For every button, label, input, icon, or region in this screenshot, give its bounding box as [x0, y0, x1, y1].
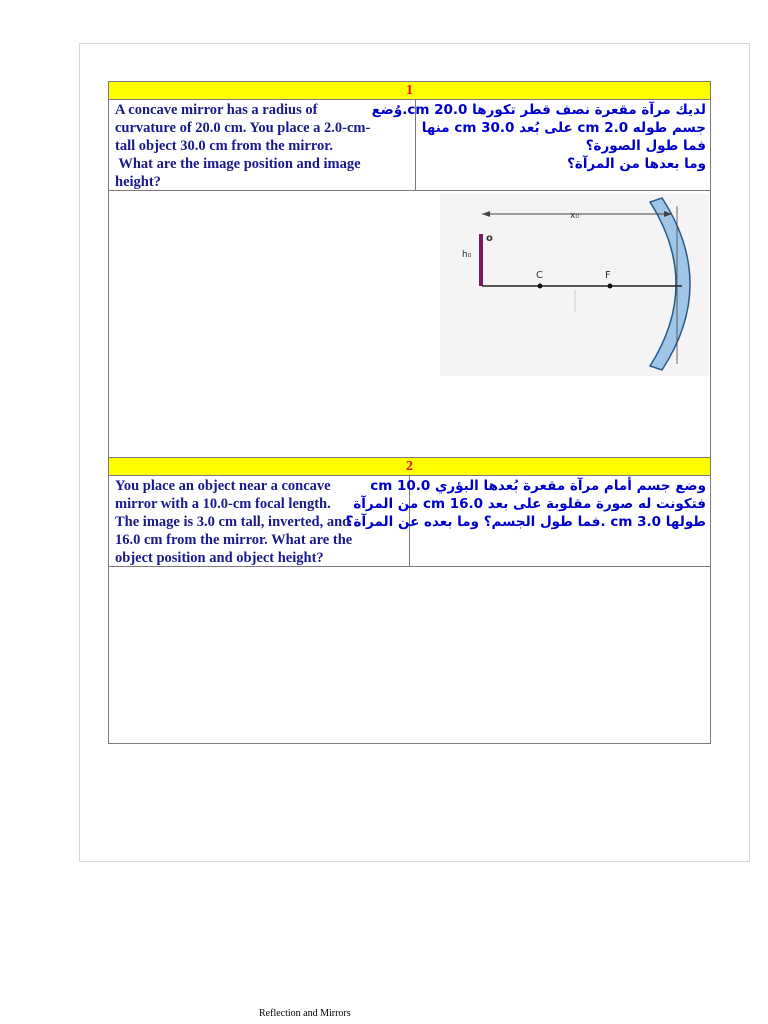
height-label: h₀	[462, 250, 472, 260]
problem-1-arabic-line: لديك مرآة مقعرة نصف قطر تكورها 20.0 cm.وُضع	[371, 102, 706, 118]
problem-1-english-line: height?	[115, 174, 161, 190]
focus-point	[608, 284, 613, 289]
problem-1-english-line: A concave mirror has a radius of	[115, 102, 318, 118]
problem-2-english-line: You place an object near a concave	[115, 478, 331, 494]
concave-mirror-shape	[650, 198, 690, 370]
page-footer: Reflection and Mirrors	[259, 1008, 351, 1019]
distance-arrow-left-head	[482, 211, 490, 217]
problem-2-english	[115, 477, 352, 567]
problem-2-english-line: The image is 3.0 cm tall, inverted, and	[115, 514, 351, 530]
problem-2-number-bar: 2	[109, 458, 710, 476]
object-label: o	[486, 233, 493, 244]
problem-1-arabic-line: وما بعدها من المرآة؟	[567, 156, 706, 172]
object-arrow	[479, 234, 483, 286]
center-point	[538, 284, 543, 289]
concave-mirror-svg	[440, 194, 709, 376]
problem-1-arabic-line: جسم طوله 2.0 cm على بُعد 30.0 cm منها	[421, 120, 706, 136]
problem-1-english	[115, 101, 370, 191]
problem-2-english-line: mirror with a 10.0-cm focal length.	[115, 496, 331, 512]
focus-label: F	[605, 270, 611, 281]
problem-2-arabic	[346, 477, 706, 531]
concave-mirror-diagram	[440, 194, 709, 376]
center-label: C	[536, 270, 543, 281]
distance-label: x₀	[570, 211, 579, 221]
problem-1-english-line: tall object 30.0 cm from the mirror.	[115, 138, 333, 154]
problem-2-arabic-line: فتكونت له صورة مقلوبة على بعد 16.0 cm من المرآة	[353, 496, 706, 512]
problem-2-arabic-line: وضع جسم أمام مرآة مقعرة بُعدها البؤري 10.0 cm	[370, 478, 706, 494]
problem-2-english-line: 16.0 cm from the mirror. What are the	[115, 532, 353, 548]
problem-2-english-line: object position and object height?	[115, 550, 324, 566]
problem-1-english-line: curvature of 20.0 cm. You place a 2.0-cm-	[115, 120, 371, 136]
problem-1-arabic	[372, 101, 706, 173]
problem-1-english-line: What are the image position and image	[115, 156, 361, 172]
problem-1-arabic-line: فما طول الصورة؟	[585, 138, 706, 154]
problem-2-arabic-line: طولها 3.0 cm .فما طول الجسم؟ وما بعده عن المرآة؟	[345, 514, 706, 530]
problem-1-number-bar: 1	[109, 82, 710, 100]
